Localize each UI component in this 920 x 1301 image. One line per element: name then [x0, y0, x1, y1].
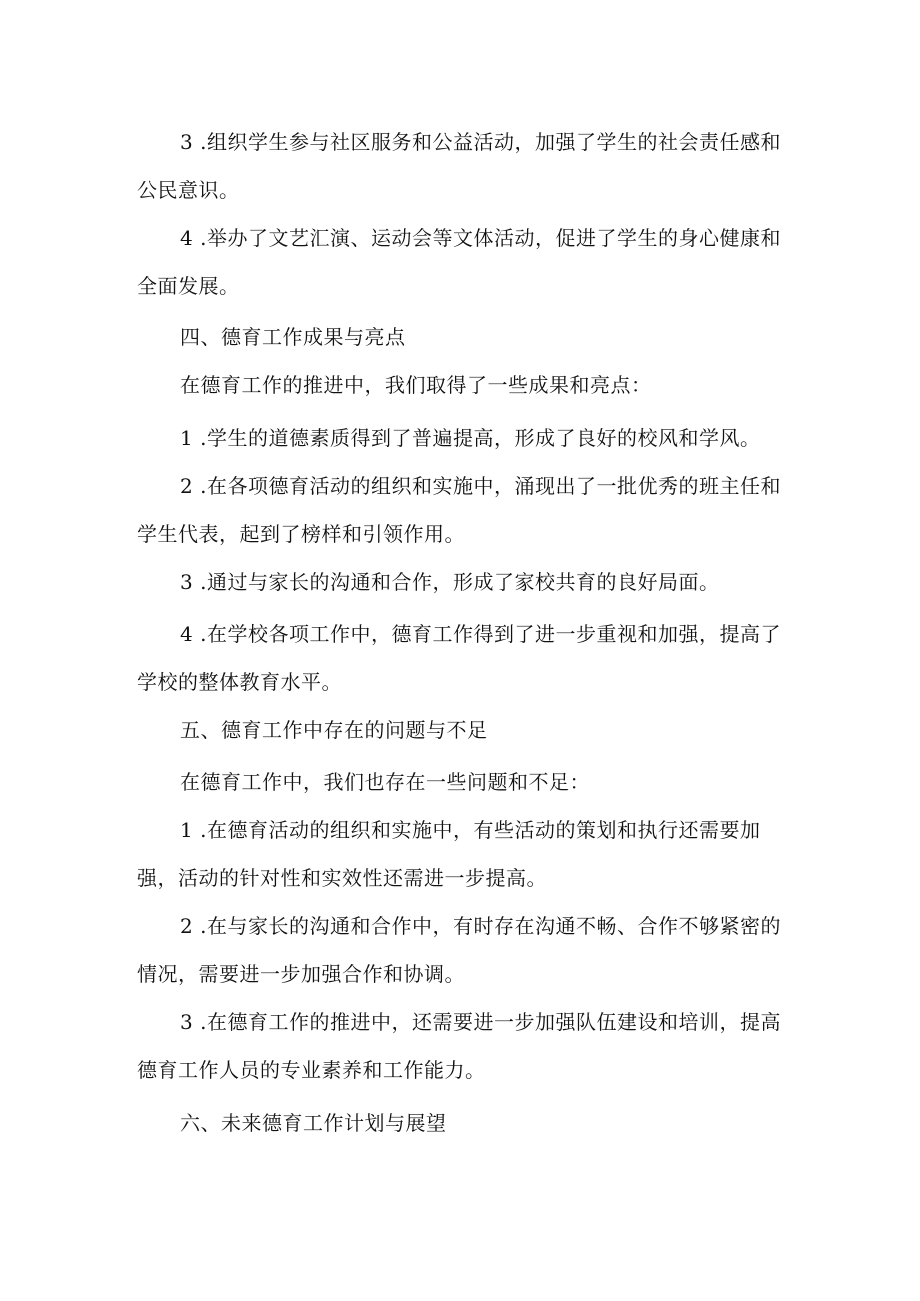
paragraph-item-4-cultural-activities: 4 .举办了文艺汇演、运动会等文体活动，促进了学生的身心健康和全面发展。 [137, 226, 781, 298]
paragraph-achievement-3: 3 .通过与家长的沟通和合作，形成了家校共育的良好局面。 [180, 570, 720, 594]
paragraph-intro-achievements: 在德育工作的推进中，我们取得了一些成果和亮点： [180, 373, 652, 397]
paragraph-problem-3: 3 .在德育工作的推进中，还需要进一步加强队伍建设和培训，提高德育工作人员的专业素养和工作能力。 [137, 1010, 781, 1082]
section-heading-4: 四、德育工作成果与亮点 [180, 325, 406, 349]
section-heading-6: 六、未来德育工作计划与展望 [180, 1111, 447, 1135]
section-heading-5: 五、德育工作中存在的问题与不足 [180, 718, 488, 742]
paragraph-achievement-1: 1 .学生的道德素质得到了普遍提高，形成了良好的校风和学风。 [180, 426, 761, 450]
paragraph-problem-2: 2 .在与家长的沟通和合作中，有时存在沟通不畅、合作不够紧密的情况，需要进一步加强合作和协调。 [137, 914, 781, 986]
paragraph-intro-problems: 在德育工作中，我们也存在一些问题和不足： [180, 770, 590, 794]
paragraph-achievement-2: 2 .在各项德育活动的组织和实施中，涌现出了一批优秀的班主任和学生代表，起到了榜样和引领作用。 [137, 474, 781, 546]
paragraph-item-3-community-service: 3 .组织学生参与社区服务和公益活动，加强了学生的社会责任感和公民意识。 [137, 130, 781, 202]
paragraph-problem-1: 1 .在德育活动的组织和实施中，有些活动的策划和执行还需要加强，活动的针对性和实效性还需进一步提高。 [137, 818, 761, 890]
paragraph-achievement-4: 4 .在学校各项工作中，德育工作得到了进一步重视和加强，提高了学校的整体教育水平。 [137, 622, 781, 694]
